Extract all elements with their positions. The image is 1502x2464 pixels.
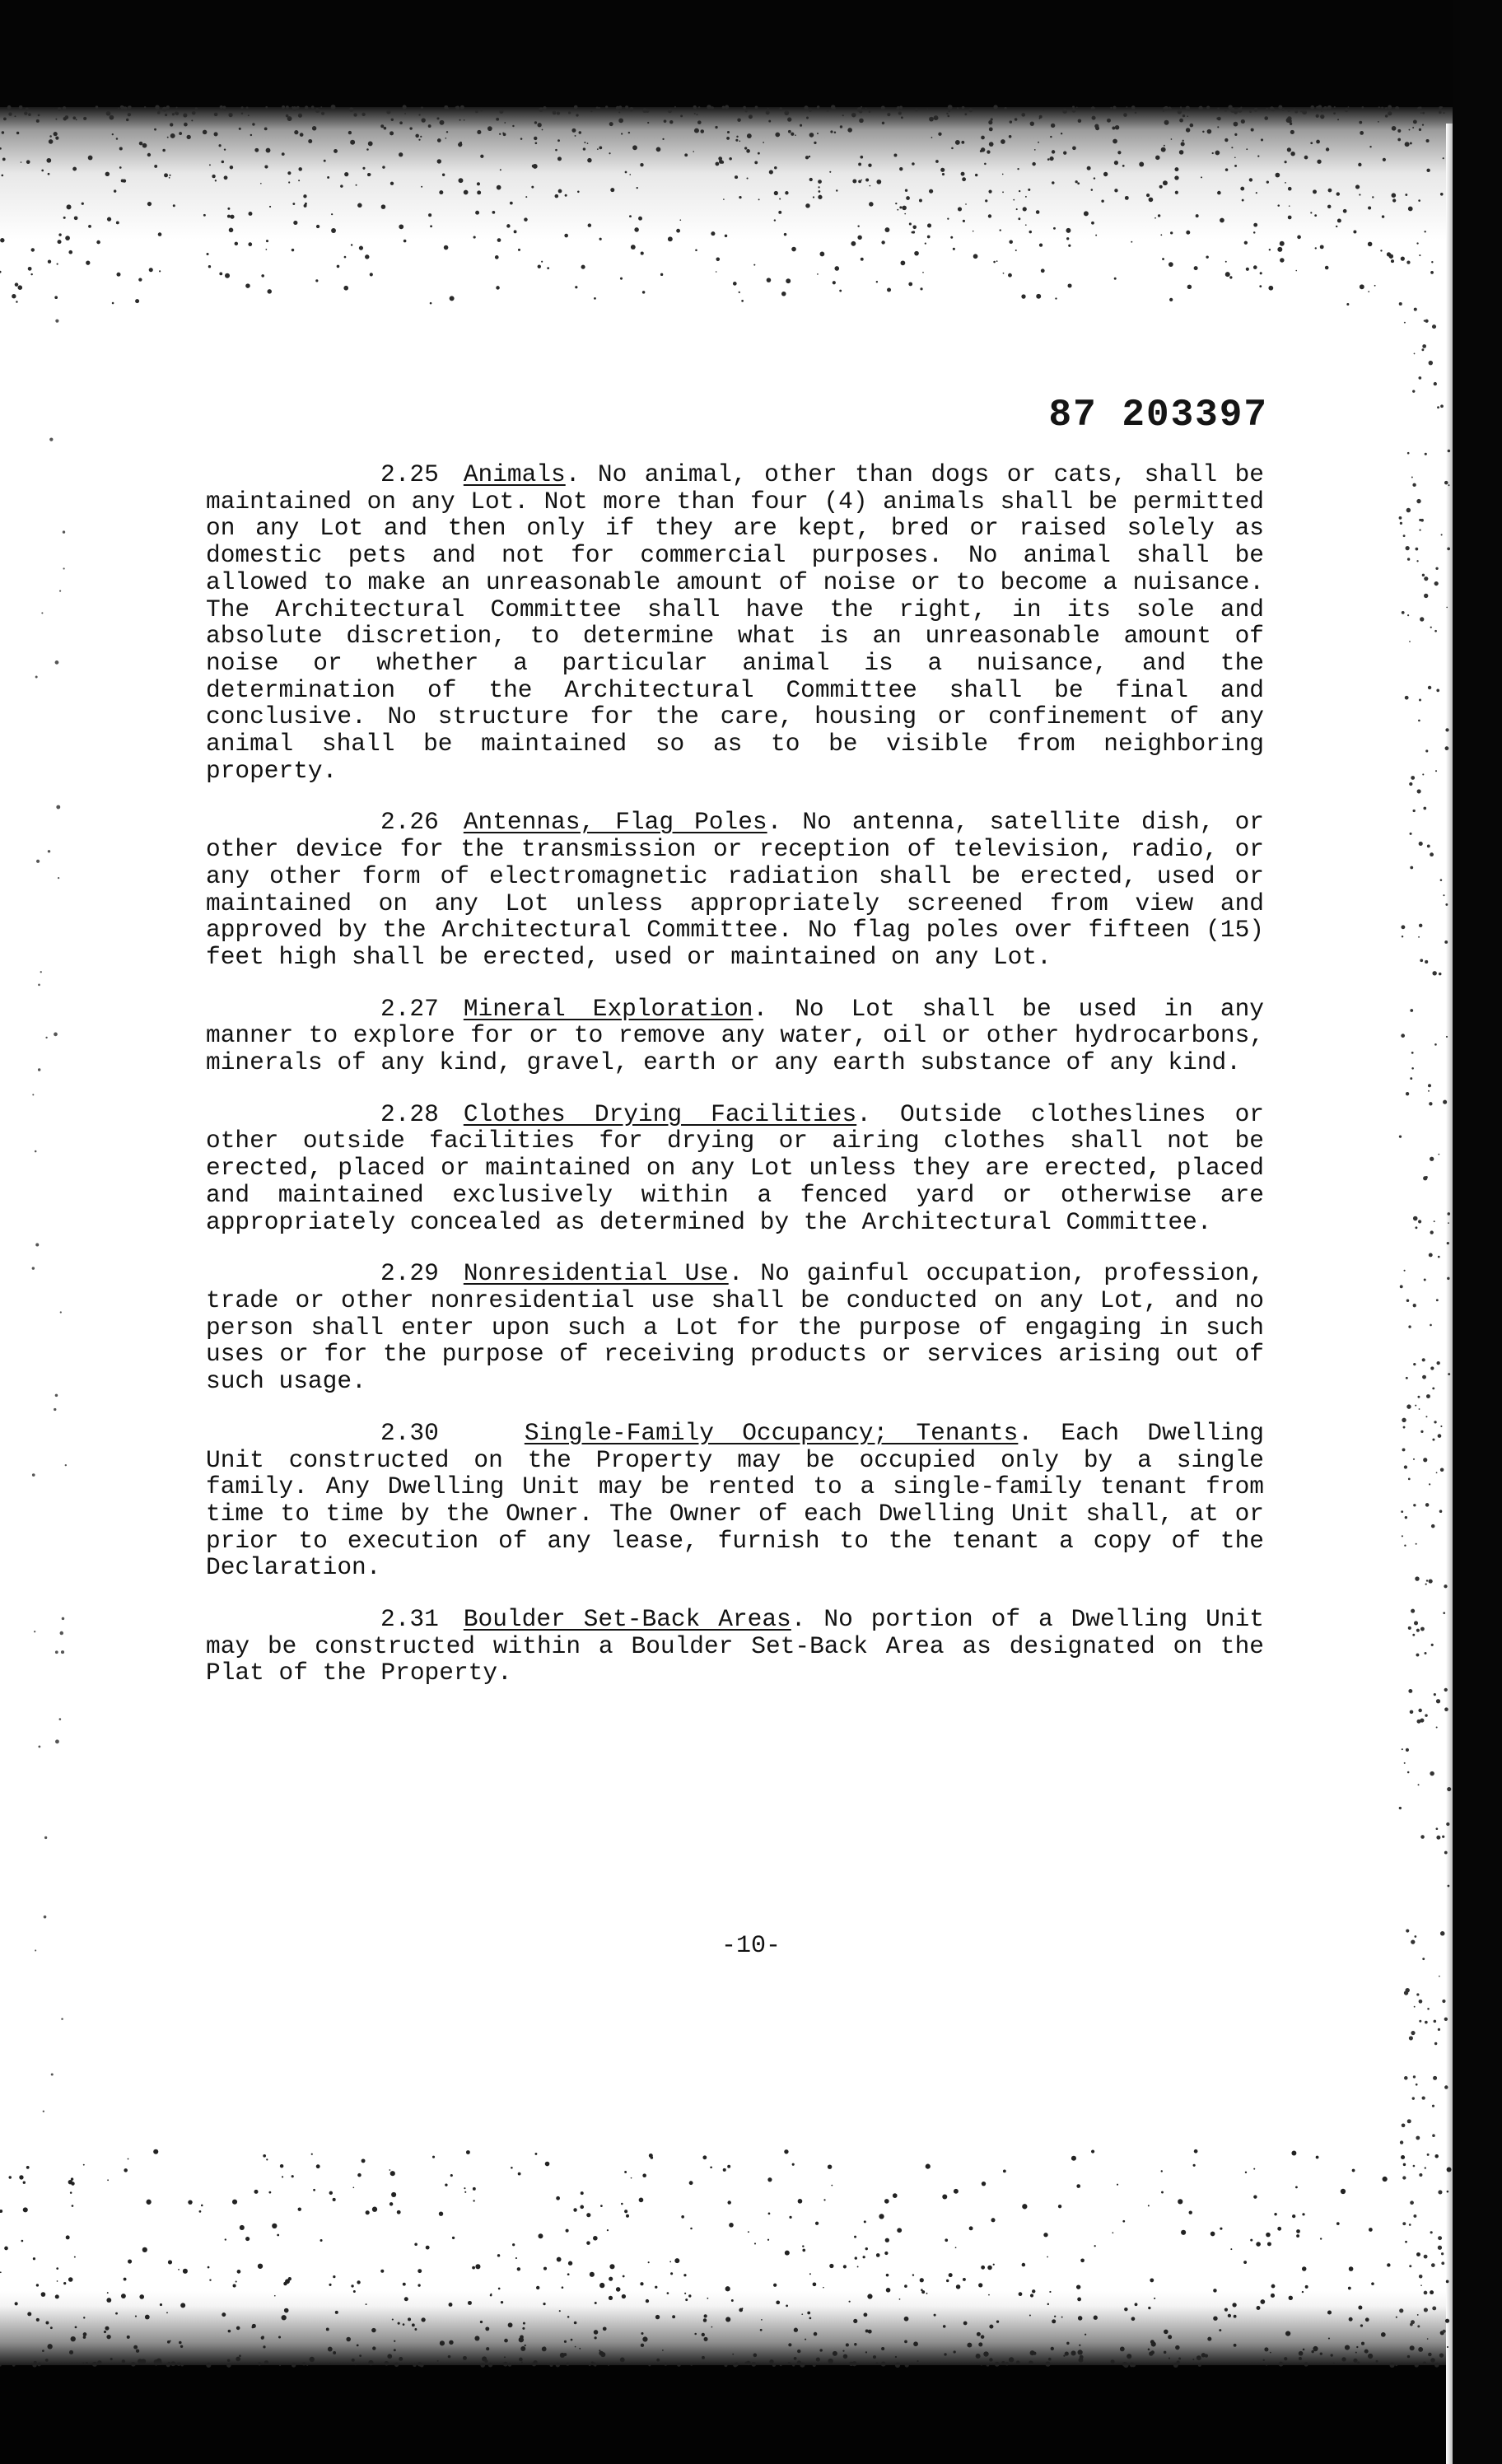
- section-text: . Each Dwelling Unit constructed on the Property may be occupied only by a single family. Any Dwelling Unit may be rented to a single-family tenant from time to time by the Owner. The Owner of each Dwelling Unit shall, at or prior to execution of any lease, furnish to the tenant a copy of the Declaration.: [206, 1418, 1264, 1582]
- section-title: Clothes Drying Facilities: [463, 1099, 857, 1128]
- section-title: Nonresidential Use: [463, 1259, 729, 1288]
- section-2-26: [206, 809, 1264, 970]
- section-text: . No gainful occupation, profession, trade or other nonresidential use shall be conducted on any Lot, and no person shall enter upon such a Lot for the purpose of engaging in such uses or for the purpose of receiving products or services arising out of such usage.: [206, 1259, 1264, 1396]
- section-2-31: [206, 1606, 1264, 1687]
- section-text: . No antenna, satellite dish, or other device for the transmission or reception of television, radio, or any other form of electromagnetic radiation shall be erected, used or maintained on any Lot unless appropriately screened from view and approved by the Architectural Committee. No flag poles over fifteen (15) feet high shall be erected, used or maintained on any Lot.: [206, 808, 1264, 971]
- document-number: 87 203397: [1048, 394, 1268, 436]
- section-2-28: [206, 1101, 1264, 1236]
- section-title: Antennas, Flag Poles: [463, 808, 767, 837]
- section-text: . Outside clotheslines or other outside facilities for drying or airing clothes shall not be erected, placed or maintained on any Lot unless they are erected, placed and maintained exclusively within a fenced yard or otherwise are appropriately concealed as determined by the Architectural Committee.: [206, 1099, 1264, 1236]
- section-number: 2.28: [380, 1099, 439, 1128]
- section-number: 2.30: [380, 1418, 439, 1447]
- section-2-29: [206, 1260, 1264, 1395]
- section-title: Boulder Set-Back Areas: [463, 1605, 791, 1634]
- section-title: Animals: [463, 460, 566, 488]
- section-title: Mineral Exploration: [463, 994, 753, 1023]
- section-number: 2.27: [380, 994, 439, 1023]
- section-number: 2.26: [380, 808, 439, 837]
- section-text: . No portion of a Dwelling Unit may be constructed within a Boulder Set-Back Area as designated on the Plat of the Property.: [206, 1605, 1264, 1687]
- section-number: 2.29: [380, 1259, 439, 1288]
- section-number: 2.25: [380, 460, 439, 488]
- section-text: . No animal, other than dogs or cats, shall be maintained on any Lot. Not more than four (4) animals shall be permitted on any Lot and then only if they are kept, bred or raised solely as domestic pets and not for commercial purposes. No animal shall be allowed to make an unreasonable amount of noise or to become a nuisance. The Architectural Committee shall have the right, in its sole and absolute discretion, to determine what is an unreasonable amount of noise or whether a particular animal is a nuisance, and the determination of the Architectural Committee shall be final and conclusive. No structure for the care, housing or confinement of any animal shall be maintained so as to be visible from neighboring property.: [206, 460, 1264, 785]
- page-number: -10-: [721, 1932, 781, 1960]
- section-2-30: [206, 1420, 1264, 1581]
- section-2-27: [206, 996, 1264, 1076]
- section-text: . No Lot shall be used in any manner to explore for or to remove any water, oil or other hydrocarbons, minerals of any kind, gravel, earth or any earth substance of any kind.: [206, 994, 1265, 1077]
- document-body: [206, 461, 1264, 1711]
- section-number: 2.31: [380, 1605, 439, 1634]
- section-2-25: [206, 461, 1264, 784]
- section-title: Single-Family Occupancy; Tenants: [524, 1418, 1019, 1447]
